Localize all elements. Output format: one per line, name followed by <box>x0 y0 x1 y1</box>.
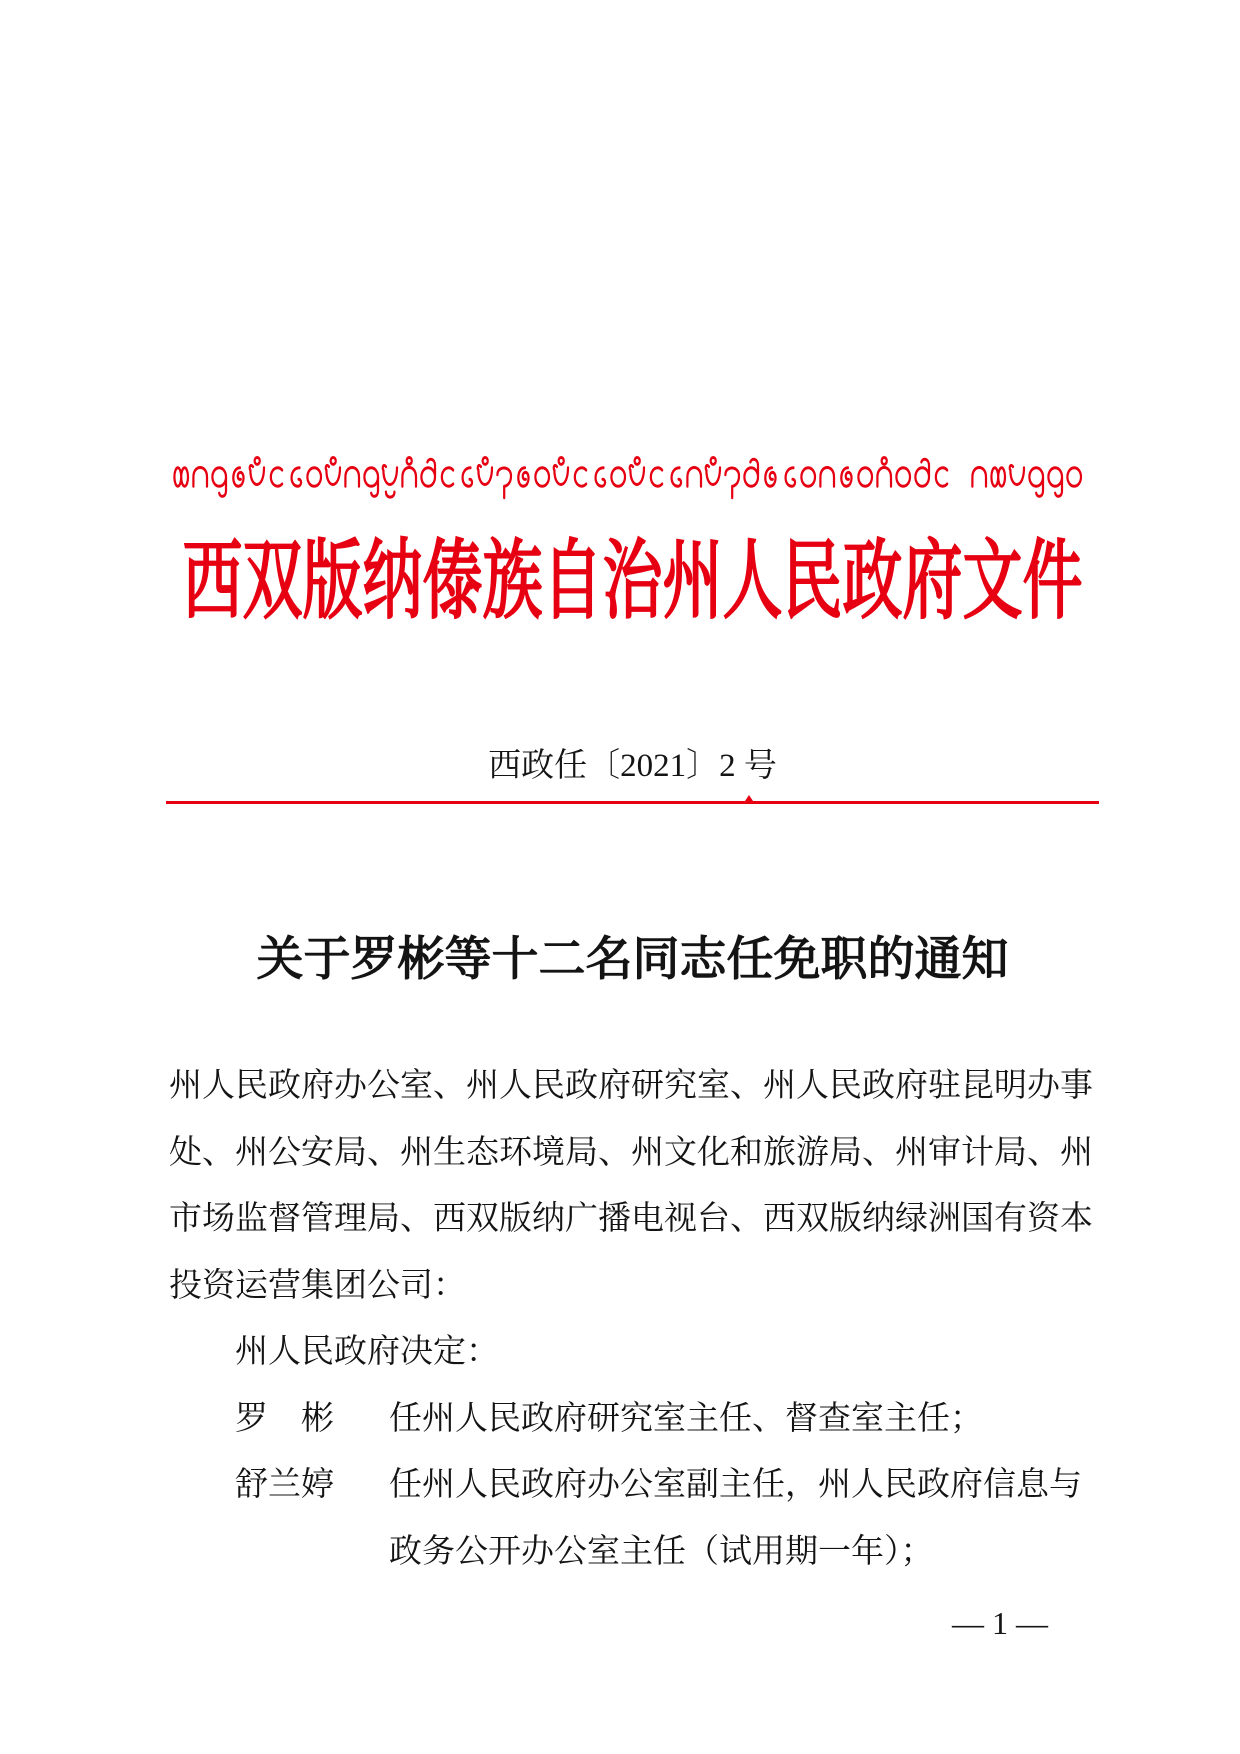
dai-script-glyph <box>271 468 282 486</box>
dai-script-glyph <box>744 459 758 486</box>
dai-script-glyph <box>442 468 453 486</box>
dai-script-glyph <box>307 468 321 486</box>
dai-script-glyph <box>463 468 472 486</box>
dai-script-glyph <box>841 468 851 486</box>
dai-script-glyph <box>596 468 605 486</box>
dai-script-glyph <box>706 457 720 484</box>
dai-script-glyph <box>1029 468 1043 497</box>
dai-script-glyph <box>326 457 340 484</box>
dai-script-glyph <box>292 468 301 486</box>
dai-script-glyph <box>345 468 359 487</box>
dai-script-glyph <box>858 468 872 486</box>
dai-script-glyph <box>174 468 188 486</box>
dai-script-glyph <box>936 468 947 486</box>
dai-script-glyph <box>725 468 739 498</box>
document-body <box>169 1052 1099 1584</box>
dai-script-glyph <box>915 459 929 486</box>
appointee-name: 舒兰婷 <box>235 1464 334 1503</box>
decision-intro: 州人民政府决定： <box>235 1331 499 1370</box>
appointment-text: 任州人民政府办公室副主任，州人民政府信息与 <box>389 1464 1082 1503</box>
page-number: — 1 — <box>952 1605 1048 1641</box>
dai-script-glyph <box>801 468 815 486</box>
dai-script-masthead <box>171 452 1088 502</box>
appointment-text: 任州人民政府研究室主任、督查室主任； <box>389 1397 983 1437</box>
appointment-text: 政务公开办公室主任（试用期一年）； <box>389 1530 934 1570</box>
dai-script-glyph <box>651 468 662 486</box>
addressee-line: 投资运营集团公司： <box>169 1264 466 1304</box>
addressee-line: 州人民政府办公室、州人民政府研究室、州人民政府驻昆明办事 <box>169 1065 1093 1104</box>
dai-script-glyph <box>421 459 435 486</box>
masthead-title: 西双版纳傣族自治州人民政府文件 <box>182 530 1083 633</box>
dai-script-glyph <box>991 468 1005 486</box>
dai-script-glyph <box>877 457 891 486</box>
dai-script-glyph <box>497 468 511 498</box>
dai-script-glyph <box>630 457 644 484</box>
dai-script-glyph <box>1010 465 1024 484</box>
dai-script-glyph <box>193 468 207 487</box>
dai-script-glyph <box>478 457 492 484</box>
dai-script-glyph <box>402 457 416 486</box>
dai-script-glyph <box>250 457 264 484</box>
appointment-continuation-row <box>169 1518 1099 1585</box>
appointment-row <box>169 1385 1099 1452</box>
dai-script-glyph <box>820 468 834 487</box>
dai-script-glyph <box>1067 468 1081 486</box>
red-line-mark <box>745 795 753 801</box>
appointment-row <box>169 1451 1099 1518</box>
dai-script-glyph <box>212 468 226 497</box>
dai-script-glyph <box>896 468 910 486</box>
dai-script-glyph <box>364 468 378 497</box>
dai-script-glyph <box>575 468 586 486</box>
dai-script-glyphs <box>174 457 1081 497</box>
dai-script-glyph <box>786 468 795 486</box>
dai-script-glyph <box>972 468 986 487</box>
dai-script-glyph <box>233 468 243 486</box>
dai-script-glyph <box>383 465 397 497</box>
addressee-line: 市场监督管理局、西双版纳广播电视台、西双版纳绿洲国有资本 <box>169 1198 1093 1237</box>
appointee-name: 罗 彬 <box>235 1397 334 1437</box>
addressee-line: 处、州公安局、州生态环境局、州文化和旅游局、州审计局、州 <box>169 1131 1093 1171</box>
dai-script-glyph <box>518 468 528 486</box>
dai-script-glyph <box>672 468 681 486</box>
dai-script-glyph <box>611 468 625 486</box>
document-number: 西政任〔2021〕2 号 <box>488 748 777 784</box>
dai-script-glyph <box>765 468 775 486</box>
dai-script-glyph <box>1048 468 1062 497</box>
dai-script-glyph <box>687 468 701 487</box>
dai-script-glyph <box>554 457 568 484</box>
notice-title: 关于罗彬等十二名同志任免职的通知 <box>256 932 1009 987</box>
dai-script-glyph <box>535 468 549 486</box>
red-separator-line <box>166 801 1099 804</box>
